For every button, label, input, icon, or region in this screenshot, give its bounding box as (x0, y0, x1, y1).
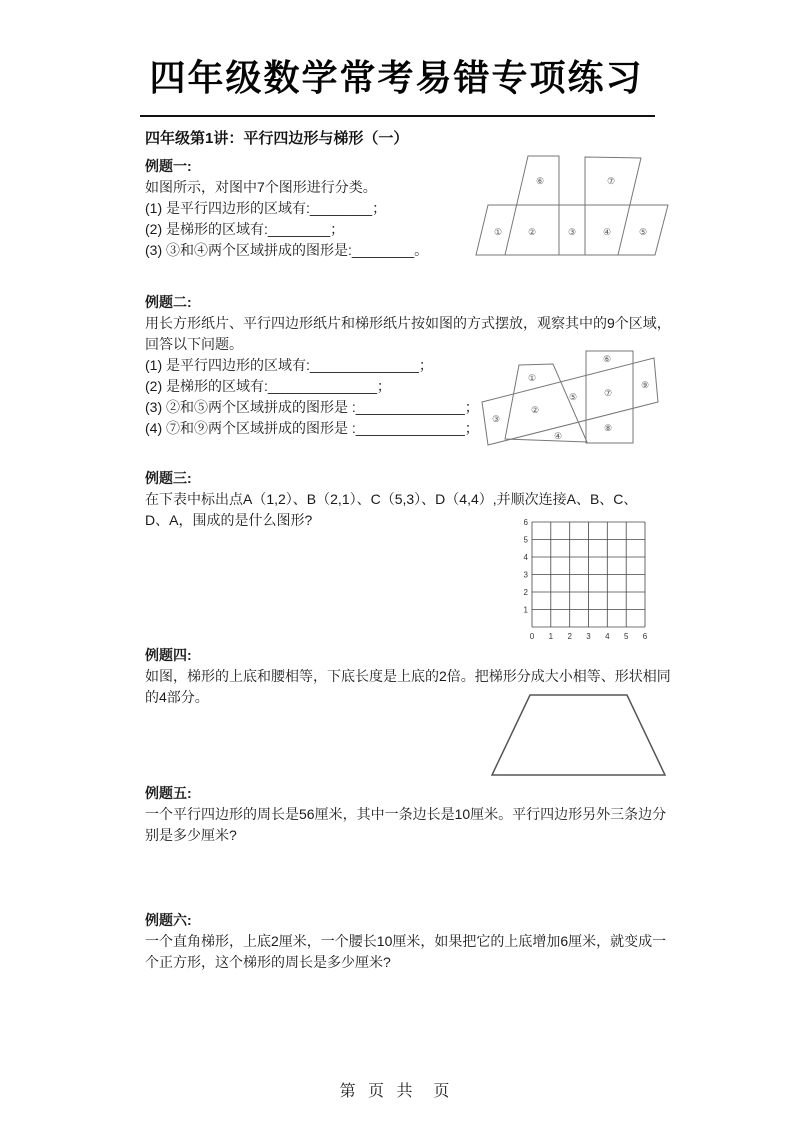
problem-3-label: 例题三: (145, 470, 192, 486)
problem-5-line: 一个平行四边形的周长是56厘米，其中一条边长是10厘米。平行四边形另外三条边分 (145, 806, 667, 822)
trapezoid-outline (492, 695, 665, 775)
region-label: ③ (567, 227, 577, 237)
problem-5-line: 别是多少厘米? (145, 827, 237, 843)
problem-5 (145, 783, 690, 846)
problem-3-line: D、A，围成的是什么图形? (145, 512, 313, 528)
figure-coordinate-grid (515, 515, 670, 645)
region-label: ⑦ (603, 388, 613, 398)
problem-2-line: (3) ②和⑤两个区域拼成的图形是 :______________； (145, 399, 479, 415)
problem-1-line: (3) ③和④两个区域拼成的图形是:________。 (145, 242, 429, 258)
x-tick: 6 (642, 632, 648, 641)
problem-3-line: 在下表中标出点A（1,2）、B（2,1）、C（5,3）、D（4,4）,并顺次连接A、B、C、 (145, 491, 638, 507)
y-tick: 2 (523, 588, 528, 597)
problem-2-line: 用长方形纸片、平行四边形纸片和梯形纸片按如图的方式摆放，观察其中的9个区域， (145, 315, 671, 331)
problem-5-label: 例题五: (145, 785, 192, 801)
region-label: ⑤ (638, 227, 648, 237)
problem-4-line: 的4部分。 (145, 689, 209, 705)
figure-trapezoid (488, 690, 670, 780)
region-label: ⑤ (568, 392, 578, 402)
region-label: ④ (602, 227, 612, 237)
region-label: ① (527, 373, 537, 383)
figure-seven-shapes (475, 148, 690, 260)
x-tick: 0 (529, 632, 535, 641)
problem-2-label: 例题二: (145, 294, 192, 310)
problem-2-line: (2) 是梯形的区域有:______________； (145, 378, 391, 394)
problem-1-line: 如图所示，对图中7个图形进行分类。 (145, 179, 377, 195)
region-label: ② (527, 227, 537, 237)
problem-1-line: (1) 是平行四边形的区域有:________； (145, 200, 387, 216)
problem-4-label: 例题四: (145, 647, 192, 663)
problem-6-line: 一个直角梯形，上底2厘米，一个腰长10厘米，如果把它的上底增加6厘米，就变成一 (145, 933, 667, 949)
grid-lines (532, 522, 645, 627)
problem-2-line: (1) 是平行四边形的区域有:______________； (145, 357, 433, 373)
region-label: ② (530, 405, 540, 415)
x-tick: 2 (567, 632, 572, 641)
x-tick: 3 (586, 632, 591, 641)
title-underline (140, 115, 655, 117)
section-heading: 四年级第1讲：平行四边形与梯形（一） (145, 130, 409, 147)
region-label: ⑥ (535, 176, 545, 186)
problem-2-line: (4) ⑦和⑨两个区域拼成的图形是 :______________； (145, 420, 479, 436)
problem-6-label: 例题六: (145, 912, 192, 928)
region-label: ⑧ (603, 423, 613, 433)
x-tick: 1 (548, 632, 554, 641)
problem-2-line: 回答以下问题。 (145, 336, 243, 352)
region-label: ① (493, 227, 503, 237)
y-axis-ticks (524, 518, 529, 615)
y-tick: 5 (523, 535, 528, 545)
y-tick: 6 (523, 518, 528, 527)
problem-4-line: 如图，梯形的上底和腰相等，下底长度是上底的2倍。把梯形分成大小相等、形状相同 (145, 668, 671, 684)
page-footer: 第 页 共 页 (339, 1083, 454, 1100)
region-label: ④ (553, 431, 563, 441)
x-tick: 5 (623, 632, 629, 641)
trapezoid-shape-7 (585, 157, 641, 255)
x-axis-ticks (530, 632, 648, 641)
region-label: ⑦ (606, 176, 616, 186)
x-tick: 4 (605, 632, 610, 641)
region-label: ⑨ (640, 380, 650, 390)
y-tick: 1 (523, 605, 528, 615)
y-tick: 3 (523, 570, 528, 580)
region-label: ⑥ (602, 354, 612, 364)
y-tick: 4 (523, 553, 528, 562)
problem-6 (145, 910, 690, 973)
page-title: 四年级数学常考易错专项练习 (149, 57, 644, 98)
problem-1-line: (2) 是梯形的区域有:________； (145, 221, 345, 237)
problem-6-line: 个正方形，这个梯形的周长是多少厘米? (145, 954, 391, 970)
figure-nine-regions (480, 340, 680, 455)
problem-1-label: 例题一: (145, 158, 192, 174)
region-label: ③ (491, 414, 501, 424)
